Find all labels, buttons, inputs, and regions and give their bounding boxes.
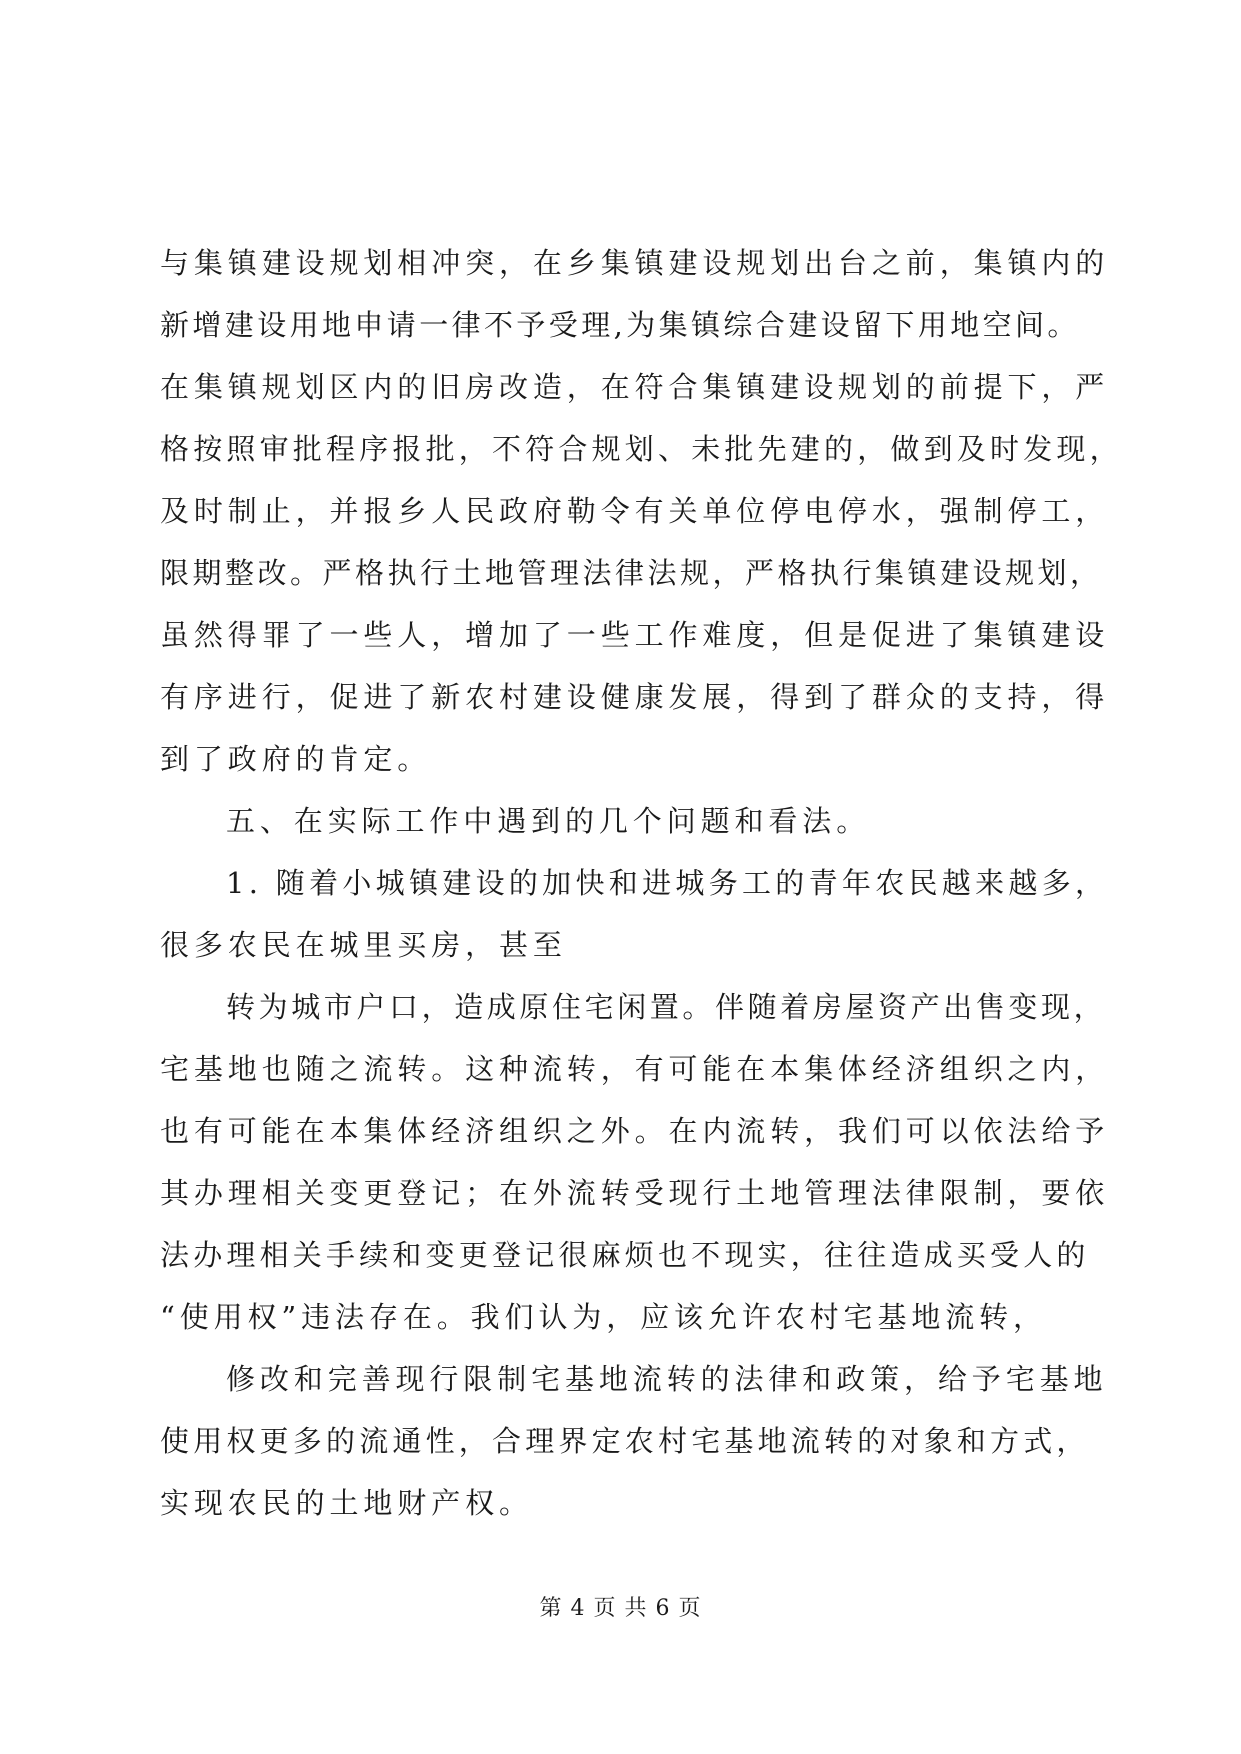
text-line: 修改和完善现行限制宅基地流转的法律和政策，给予宅基地 bbox=[226, 1362, 1108, 1396]
text-line: “使用权”违法存在。我们认为，应该允许农村宅基地流转， bbox=[160, 1300, 1047, 1334]
text-line: 有序进行，促进了新农村建设健康发展，得到了群众的支持，得 bbox=[160, 680, 1110, 714]
body-text bbox=[160, 232, 1123, 1534]
text-line: 其办理相关变更登记；在外流转受现行土地管理法律限制，要依 bbox=[160, 1176, 1110, 1210]
text-line: 格按照审批程序报批，不符合规划、未批先建的，做到及时发现， bbox=[160, 432, 1123, 466]
text-line: 到了政府的肯定。 bbox=[160, 742, 432, 776]
text-line: 限期整改。严格执行土地管理法律法规，严格执行集镇建设规划， bbox=[160, 556, 1103, 590]
text-line: 新增建设用地申请一律不予受理,为集镇综合建设留下用地空间。 bbox=[160, 308, 1080, 342]
text-line: 法办理相关手续和变更登记很麻烦也不现实，往往造成买受人的 bbox=[160, 1238, 1090, 1272]
text-line: 虽然得罪了一些人，增加了一些工作难度，但是促进了集镇建设 bbox=[160, 618, 1110, 652]
text-line: 及时制止，并报乡人民政府勒令有关单位停电停水，强制停工， bbox=[160, 494, 1110, 528]
text-line: 使用权更多的流通性，合理界定农村宅基地流转的对象和方式， bbox=[160, 1424, 1090, 1458]
text-line: 1. 随着小城镇建设的加快和进城务工的青年农民越来越多， bbox=[226, 866, 1109, 900]
text-line: 与集镇建设规划相冲突，在乡集镇建设规划出台之前，集镇内的 bbox=[160, 246, 1110, 280]
section-heading: 五、在实际工作中遇到的几个问题和看法。 bbox=[226, 804, 871, 838]
text-line: 实现农民的土地财产权。 bbox=[160, 1486, 533, 1520]
text-line: 也有可能在本集体经济组织之外。在内流转，我们可以依法给予 bbox=[160, 1114, 1110, 1148]
page-footer: 第 4 页 共 6 页 bbox=[539, 1596, 702, 1621]
text-line: 转为城市户口，造成原住宅闲置。伴随着房屋资产出售变现， bbox=[226, 990, 1107, 1024]
text-line: 在集镇规划区内的旧房改造，在符合集镇建设规划的前提下，严 bbox=[160, 370, 1110, 404]
text-line: 宅基地也随之流转。这种流转，有可能在本集体经济组织之内， bbox=[160, 1052, 1110, 1086]
text-line: 很多农民在城里买房，甚至 bbox=[160, 928, 567, 962]
